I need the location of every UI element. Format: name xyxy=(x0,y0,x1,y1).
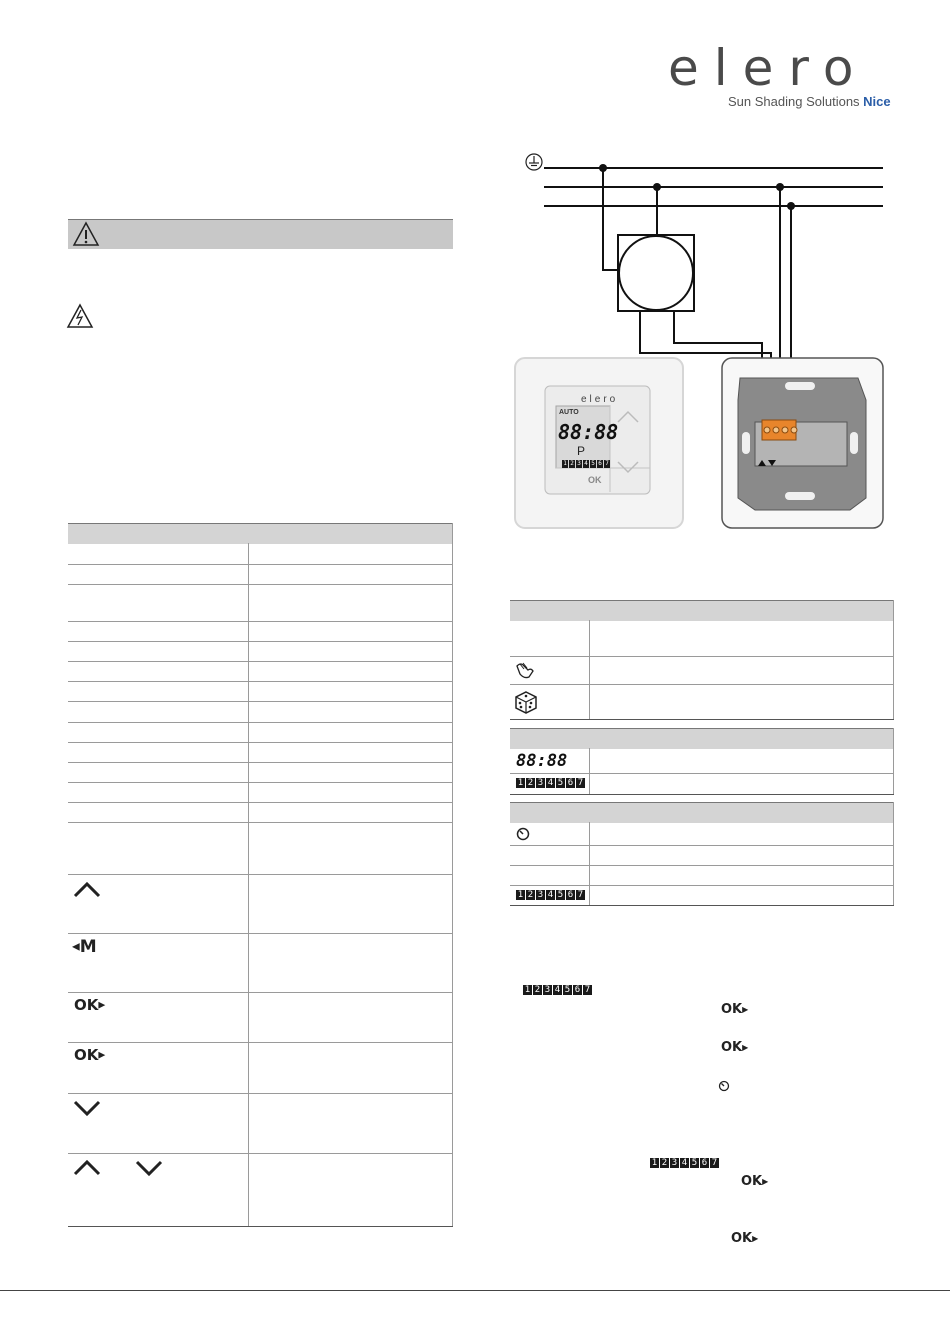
table-row xyxy=(68,1093,453,1094)
table-row xyxy=(68,584,453,585)
table-row xyxy=(68,621,453,622)
right-triangle-icon: ▶ xyxy=(762,1177,769,1186)
day-5: 5 xyxy=(691,1158,698,1168)
table-row xyxy=(68,782,453,783)
brand-logo: elero xyxy=(668,39,869,97)
day-5: 5 xyxy=(591,460,595,467)
right-triangle-icon: ▶ xyxy=(98,1050,106,1061)
ok-label: OK xyxy=(721,1040,743,1055)
wiring-diagram xyxy=(500,150,895,530)
down-arrow-icon xyxy=(72,1098,102,1118)
footer-rule xyxy=(0,1290,950,1291)
table-divider xyxy=(589,748,590,794)
table-edge xyxy=(893,802,894,906)
table-row xyxy=(68,661,453,662)
ok-label: OK xyxy=(721,1002,743,1017)
day-2: 2 xyxy=(661,1158,668,1168)
ok-button-glyph xyxy=(74,1046,105,1064)
table-row xyxy=(510,845,894,846)
table-row xyxy=(68,802,453,803)
table-row xyxy=(68,992,453,993)
table-row xyxy=(510,773,894,774)
table-row xyxy=(68,564,453,565)
day-7: 7 xyxy=(711,1158,718,1168)
right-table-3-header xyxy=(510,802,894,823)
ok-label: OK xyxy=(731,1231,753,1246)
day-7: 7 xyxy=(577,890,584,900)
day-1: 1 xyxy=(563,460,567,467)
table-row xyxy=(68,1226,453,1227)
day-5: 5 xyxy=(557,778,564,788)
day-3: 3 xyxy=(537,890,544,900)
day-1: 1 xyxy=(517,778,524,788)
day-7: 7 xyxy=(577,778,584,788)
ground-icon xyxy=(526,154,542,170)
table-row xyxy=(68,874,453,875)
day-3: 3 xyxy=(537,778,544,788)
weekday-strip xyxy=(516,890,585,900)
day-5: 5 xyxy=(557,890,564,900)
table-row xyxy=(68,1153,453,1154)
day-7: 7 xyxy=(605,460,609,467)
table-row xyxy=(68,933,453,934)
dice-icon xyxy=(514,690,538,714)
day-1: 1 xyxy=(517,890,524,900)
right-table-2-header xyxy=(510,728,894,749)
table-row xyxy=(510,885,894,886)
lcd-ok-button: OK xyxy=(588,475,602,485)
ok-button-glyph xyxy=(741,1174,768,1189)
table-row xyxy=(68,762,453,763)
menu-button-glyph xyxy=(72,937,97,957)
left-table-header xyxy=(68,523,453,544)
day-2: 2 xyxy=(534,985,541,995)
day-6: 6 xyxy=(598,460,602,467)
brand-tagline xyxy=(728,94,891,109)
table-row xyxy=(68,742,453,743)
ok-button-glyph xyxy=(721,1002,748,1017)
up-arrow-icon xyxy=(72,1158,102,1178)
clock-icon xyxy=(516,827,530,841)
day-4: 4 xyxy=(584,460,588,467)
day-4: 4 xyxy=(554,985,561,995)
warning-header-bar xyxy=(68,219,453,249)
table-row xyxy=(510,865,894,866)
tagline-accent: Nice xyxy=(863,94,891,109)
table-row xyxy=(68,641,453,642)
right-triangle-icon: ▶ xyxy=(742,1005,749,1014)
day-2: 2 xyxy=(527,778,534,788)
day-4: 4 xyxy=(681,1158,688,1168)
table-edge xyxy=(893,728,894,794)
day-6: 6 xyxy=(567,890,574,900)
warning-triangle-icon xyxy=(72,221,100,247)
tagline-text: Sun Shading Solutions xyxy=(728,94,860,109)
day-6: 6 xyxy=(574,985,581,995)
ok-label: OK xyxy=(741,1174,763,1189)
lcd-time: 88:88 xyxy=(558,420,619,444)
day-6: 6 xyxy=(567,778,574,788)
table-row xyxy=(510,794,894,795)
ok-label: OK xyxy=(74,1046,99,1064)
weekday-strip xyxy=(516,778,585,788)
menu-label: M xyxy=(79,937,97,957)
left-triangle-icon: ◀ xyxy=(72,941,80,953)
table-row xyxy=(68,701,453,702)
table-row xyxy=(68,1042,453,1043)
lcd-days xyxy=(562,460,610,468)
day-6: 6 xyxy=(701,1158,708,1168)
day-1: 1 xyxy=(524,985,531,995)
day-1: 1 xyxy=(651,1158,658,1168)
table-row xyxy=(510,656,894,657)
ok-button-glyph xyxy=(731,1231,758,1246)
table-edge xyxy=(893,600,894,720)
table-row xyxy=(68,681,453,682)
day-5: 5 xyxy=(564,985,571,995)
down-arrow-icon xyxy=(134,1158,164,1178)
up-arrow-icon xyxy=(72,880,102,900)
day-3: 3 xyxy=(577,460,581,467)
ok-button-glyph xyxy=(721,1040,748,1055)
day-3: 3 xyxy=(544,985,551,995)
weekday-strip xyxy=(523,985,592,995)
table-row xyxy=(68,822,453,823)
time-display-glyph: 88:88 xyxy=(516,751,568,771)
lcd-program: P xyxy=(577,444,586,458)
day-4: 4 xyxy=(547,778,554,788)
table-row xyxy=(68,722,453,723)
left-table-divider xyxy=(248,543,249,1226)
day-7: 7 xyxy=(584,985,591,995)
electric-hazard-icon xyxy=(66,303,94,329)
table-row xyxy=(510,719,894,720)
clock-icon xyxy=(718,1080,730,1092)
day-4: 4 xyxy=(547,890,554,900)
day-3: 3 xyxy=(671,1158,678,1168)
lcd-mode: AUTO xyxy=(559,409,579,416)
table-divider xyxy=(589,620,590,720)
weekday-strip xyxy=(650,1158,719,1168)
hand-icon xyxy=(514,660,536,680)
day-2: 2 xyxy=(527,890,534,900)
day-2: 2 xyxy=(570,460,574,467)
table-row xyxy=(510,684,894,685)
table-row xyxy=(510,905,894,906)
ok-label: OK xyxy=(74,996,99,1014)
right-triangle-icon: ▶ xyxy=(742,1043,749,1052)
ok-button-glyph xyxy=(74,996,105,1014)
right-triangle-icon: ▶ xyxy=(98,1000,106,1011)
lcd-brand: elero xyxy=(581,394,619,405)
table-divider xyxy=(589,822,590,906)
right-table-1-header xyxy=(510,600,894,621)
right-triangle-icon: ▶ xyxy=(752,1234,759,1243)
